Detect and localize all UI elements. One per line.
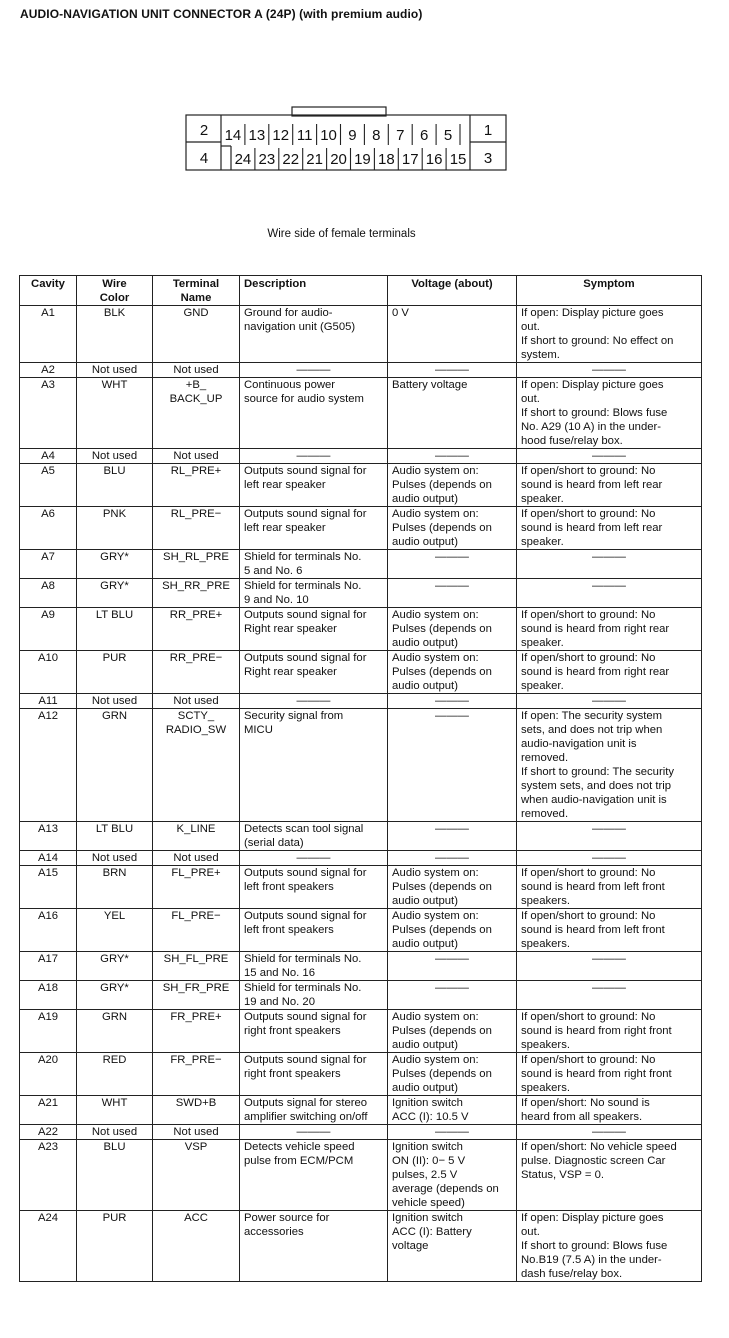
cell-cavity: A3 bbox=[20, 378, 77, 449]
pin-label-bottom: 17 bbox=[401, 151, 419, 168]
table-row bbox=[20, 550, 702, 579]
connector-caption: Wire side of female terminals bbox=[267, 228, 416, 240]
cell-terminal-name: Not used bbox=[153, 1125, 240, 1140]
cell-description: Outputs signal for stereo amplifier switching on/off bbox=[240, 1096, 388, 1125]
cell-voltage: Ignition switch ACC (I): 10.5 V bbox=[388, 1096, 517, 1125]
table-header-row bbox=[20, 276, 702, 306]
pin-label-top: 8 bbox=[372, 127, 381, 144]
cell-wire-color: GRN bbox=[77, 709, 153, 822]
cell-voltage: ——— bbox=[388, 550, 517, 579]
cell-wire-color: Not used bbox=[77, 851, 153, 866]
cell-voltage: Audio system on: Pulses (depends on audio output) bbox=[388, 1053, 517, 1096]
cell-terminal-name: K_LINE bbox=[153, 822, 240, 851]
cell-description: Ground for audio- navigation unit (G505) bbox=[240, 306, 388, 363]
header-terminal-name: Terminal Name bbox=[153, 276, 240, 306]
cell-cavity: A14 bbox=[20, 851, 77, 866]
cell-symptom: If open/short to ground: No sound is heard from left front speakers. bbox=[517, 909, 702, 952]
cell-description: ——— bbox=[240, 449, 388, 464]
table-row bbox=[20, 981, 702, 1010]
cell-cavity: A15 bbox=[20, 866, 77, 909]
cell-description: Outputs sound signal for left rear speaker bbox=[240, 507, 388, 550]
cell-wire-color: GRY* bbox=[77, 952, 153, 981]
table-row bbox=[20, 952, 702, 981]
pin-label-bottom: 22 bbox=[282, 151, 300, 168]
cell-description: Continuous power source for audio system bbox=[240, 378, 388, 449]
cell-voltage: ——— bbox=[388, 709, 517, 822]
cell-terminal-name: VSP bbox=[153, 1140, 240, 1211]
pin-label-top: 10 bbox=[320, 127, 337, 144]
pin-label-top: 7 bbox=[396, 127, 405, 144]
table-row bbox=[20, 909, 702, 952]
cell-symptom: ——— bbox=[517, 952, 702, 981]
cell-wire-color: GRY* bbox=[77, 981, 153, 1010]
table-row bbox=[20, 822, 702, 851]
cell-voltage: Audio system on: Pulses (depends on audio output) bbox=[388, 464, 517, 507]
pin-label-bottom: 21 bbox=[306, 151, 323, 168]
pin-label-bottom: 23 bbox=[258, 151, 276, 168]
cell-symptom: If open/short to ground: No sound is heard from left front speakers. bbox=[517, 866, 702, 909]
cell-terminal-name: FL_PRE+ bbox=[153, 866, 240, 909]
cell-wire-color: LT BLU bbox=[77, 608, 153, 651]
cell-description: Shield for terminals No. 5 and No. 6 bbox=[240, 550, 388, 579]
cell-description: ——— bbox=[240, 363, 388, 378]
cell-description: ——— bbox=[240, 851, 388, 866]
cell-voltage: Audio system on: Pulses (depends on audio output) bbox=[388, 651, 517, 694]
cell-wire-color: BRN bbox=[77, 866, 153, 909]
cell-wire-color: Not used bbox=[77, 1125, 153, 1140]
cell-cavity: A6 bbox=[20, 507, 77, 550]
cell-wire-color: GRY* bbox=[77, 550, 153, 579]
cell-description: Shield for terminals No. 15 and No. 16 bbox=[240, 952, 388, 981]
cell-cavity: A11 bbox=[20, 694, 77, 709]
cell-description: Outputs sound signal for left rear speaker bbox=[240, 464, 388, 507]
table-row bbox=[20, 608, 702, 651]
cell-symptom: ——— bbox=[517, 1125, 702, 1140]
cell-voltage: Audio system on: Pulses (depends on audio output) bbox=[388, 1010, 517, 1053]
table-row bbox=[20, 851, 702, 866]
cell-terminal-name: Not used bbox=[153, 694, 240, 709]
cell-wire-color: YEL bbox=[77, 909, 153, 952]
cell-symptom: If open: Display picture goes out. If short to ground: Blows fuse No. A29 (10 A) in the under- hood fuse/relay box. bbox=[517, 378, 702, 449]
cell-voltage: Ignition switch ACC (I): Battery voltage bbox=[388, 1211, 517, 1282]
cell-symptom: If open/short to ground: No sound is heard from left rear speaker. bbox=[517, 507, 702, 550]
cell-terminal-name: SH_FL_PRE bbox=[153, 952, 240, 981]
cell-symptom: If open/short: No sound is heard from all speakers. bbox=[517, 1096, 702, 1125]
cell-symptom: ——— bbox=[517, 822, 702, 851]
table-row bbox=[20, 1140, 702, 1211]
cell-symptom: ——— bbox=[517, 579, 702, 608]
cell-cavity: A17 bbox=[20, 952, 77, 981]
cell-wire-color: PUR bbox=[77, 651, 153, 694]
cell-symptom: ——— bbox=[517, 694, 702, 709]
cell-wire-color: RED bbox=[77, 1053, 153, 1096]
pin-label-right-bottom: 3 bbox=[483, 150, 493, 167]
cell-description: ——— bbox=[240, 694, 388, 709]
table-row bbox=[20, 709, 702, 822]
cell-voltage: ——— bbox=[388, 822, 517, 851]
cell-description: Power source for accessories bbox=[240, 1211, 388, 1282]
table-row bbox=[20, 464, 702, 507]
cell-description: Outputs sound signal for Right rear speaker bbox=[240, 651, 388, 694]
cell-cavity: A9 bbox=[20, 608, 77, 651]
cell-cavity: A5 bbox=[20, 464, 77, 507]
cell-terminal-name: FL_PRE− bbox=[153, 909, 240, 952]
cell-voltage: ——— bbox=[388, 1125, 517, 1140]
cell-description: Outputs sound signal for left front speakers bbox=[240, 866, 388, 909]
cell-description: Outputs sound signal for right front speakers bbox=[240, 1053, 388, 1096]
cell-terminal-name: Not used bbox=[153, 449, 240, 464]
header-cavity: Cavity bbox=[20, 276, 77, 306]
cell-voltage: ——— bbox=[388, 851, 517, 866]
pin-label-bottom: 20 bbox=[330, 151, 347, 168]
cell-voltage: ——— bbox=[388, 952, 517, 981]
header-wire-color: Wire Color bbox=[77, 276, 153, 306]
cell-description: Shield for terminals No. 9 and No. 10 bbox=[240, 579, 388, 608]
cell-voltage: ——— bbox=[388, 694, 517, 709]
cell-wire-color: BLK bbox=[77, 306, 153, 363]
cell-symptom: If open/short: No vehicle speed pulse. Diagnostic screen Car Status, VSP = 0. bbox=[517, 1140, 702, 1211]
connector-diagram bbox=[0, 0, 729, 180]
cell-wire-color: Not used bbox=[77, 449, 153, 464]
cell-wire-color: BLU bbox=[77, 464, 153, 507]
cell-cavity: A1 bbox=[20, 306, 77, 363]
table-row bbox=[20, 378, 702, 449]
cell-symptom: ——— bbox=[517, 363, 702, 378]
cell-voltage: ——— bbox=[388, 363, 517, 378]
header-description: Description bbox=[240, 276, 388, 306]
cell-description: Outputs sound signal for left front speakers bbox=[240, 909, 388, 952]
cell-symptom: ——— bbox=[517, 550, 702, 579]
pin-label-bottom: 16 bbox=[425, 151, 443, 168]
cell-wire-color: GRN bbox=[77, 1010, 153, 1053]
cell-voltage: Audio system on: Pulses (depends on audio output) bbox=[388, 866, 517, 909]
cell-voltage: ——— bbox=[388, 449, 517, 464]
pin-label-top: 12 bbox=[272, 127, 290, 144]
table-row bbox=[20, 507, 702, 550]
pin-label-bottom: 24 bbox=[234, 151, 252, 168]
table-row bbox=[20, 306, 702, 363]
cell-voltage: Battery voltage bbox=[388, 378, 517, 449]
cell-terminal-name: SCTY_ RADIO_SW bbox=[153, 709, 240, 822]
cell-terminal-name: RL_PRE+ bbox=[153, 464, 240, 507]
cell-symptom: If open/short to ground: No sound is heard from right front speakers. bbox=[517, 1053, 702, 1096]
cell-voltage: Audio system on: Pulses (depends on audio output) bbox=[388, 507, 517, 550]
cell-terminal-name: RR_PRE+ bbox=[153, 608, 240, 651]
table-row bbox=[20, 1125, 702, 1140]
table-row bbox=[20, 866, 702, 909]
cell-wire-color: BLU bbox=[77, 1140, 153, 1211]
cell-terminal-name: SWD+B bbox=[153, 1096, 240, 1125]
cell-symptom: ——— bbox=[517, 449, 702, 464]
cell-wire-color: LT BLU bbox=[77, 822, 153, 851]
cell-terminal-name: FR_PRE+ bbox=[153, 1010, 240, 1053]
pin-label-bottom: 15 bbox=[449, 151, 467, 168]
cell-symptom: If open/short to ground: No sound is heard from left rear speaker. bbox=[517, 464, 702, 507]
cell-cavity: A18 bbox=[20, 981, 77, 1010]
table-row bbox=[20, 1053, 702, 1096]
table-row bbox=[20, 1211, 702, 1282]
cell-cavity: A16 bbox=[20, 909, 77, 952]
cell-wire-color: PNK bbox=[77, 507, 153, 550]
cell-symptom: ——— bbox=[517, 851, 702, 866]
header-voltage: Voltage (about) bbox=[388, 276, 517, 306]
cell-terminal-name: ACC bbox=[153, 1211, 240, 1282]
cell-cavity: A12 bbox=[20, 709, 77, 822]
cell-cavity: A20 bbox=[20, 1053, 77, 1096]
cell-voltage: ——— bbox=[388, 981, 517, 1010]
pin-label-bottom: 18 bbox=[378, 151, 395, 168]
table-row bbox=[20, 694, 702, 709]
cell-symptom: If open/short to ground: No sound is heard from right front speakers. bbox=[517, 1010, 702, 1053]
cell-wire-color: Not used bbox=[77, 694, 153, 709]
cell-terminal-name: GND bbox=[153, 306, 240, 363]
pin-label-top: 9 bbox=[348, 127, 357, 144]
cell-cavity: A22 bbox=[20, 1125, 77, 1140]
cell-wire-color: WHT bbox=[77, 378, 153, 449]
cell-description: Detects scan tool signal (serial data) bbox=[240, 822, 388, 851]
pin-label-right-top: 1 bbox=[483, 122, 493, 139]
cell-cavity: A13 bbox=[20, 822, 77, 851]
cell-cavity: A19 bbox=[20, 1010, 77, 1053]
cell-voltage: Audio system on: Pulses (depends on audio output) bbox=[388, 608, 517, 651]
cell-cavity: A2 bbox=[20, 363, 77, 378]
cell-symptom: If open: Display picture goes out. If short to ground: No effect on system. bbox=[517, 306, 702, 363]
cell-voltage: Ignition switch ON (II): 0− 5 V pulses, 2.5 V average (depends on vehicle speed) bbox=[388, 1140, 517, 1211]
header-symptom: Symptom bbox=[517, 276, 702, 306]
table-row bbox=[20, 1010, 702, 1053]
cell-cavity: A21 bbox=[20, 1096, 77, 1125]
cell-wire-color: Not used bbox=[77, 363, 153, 378]
cell-voltage: ——— bbox=[388, 579, 517, 608]
table-row bbox=[20, 1096, 702, 1125]
pin-label-top: 6 bbox=[419, 127, 429, 144]
page-title: AUDIO-NAVIGATION UNIT CONNECTOR A (24P) (with premium audio) bbox=[20, 7, 423, 21]
pin-label-left-bottom: 4 bbox=[199, 150, 209, 167]
cell-terminal-name: Not used bbox=[153, 851, 240, 866]
cell-cavity: A7 bbox=[20, 550, 77, 579]
cell-voltage: 0 V bbox=[388, 306, 517, 363]
cell-symptom: ——— bbox=[517, 981, 702, 1010]
cell-terminal-name: SH_RL_PRE bbox=[153, 550, 240, 579]
cell-voltage: Audio system on: Pulses (depends on audio output) bbox=[388, 909, 517, 952]
cell-terminal-name: SH_FR_PRE bbox=[153, 981, 240, 1010]
cell-terminal-name: +B_ BACK_UP bbox=[153, 378, 240, 449]
pin-label-top: 11 bbox=[296, 127, 313, 144]
cell-wire-color: PUR bbox=[77, 1211, 153, 1282]
cell-symptom: If open: Display picture goes out. If short to ground: Blows fuse No.B19 (7.5 A) in the under- dash fuse/relay box. bbox=[517, 1211, 702, 1282]
wire-table bbox=[19, 275, 702, 1282]
table-row bbox=[20, 363, 702, 378]
cell-description: Security signal from MICU bbox=[240, 709, 388, 822]
cell-cavity: A8 bbox=[20, 579, 77, 608]
cell-terminal-name: RR_PRE− bbox=[153, 651, 240, 694]
cell-wire-color: WHT bbox=[77, 1096, 153, 1125]
cell-wire-color: GRY* bbox=[77, 579, 153, 608]
cell-cavity: A4 bbox=[20, 449, 77, 464]
cell-terminal-name: SH_RR_PRE bbox=[153, 579, 240, 608]
cell-description: Detects vehicle speed pulse from ECM/PCM bbox=[240, 1140, 388, 1211]
cell-cavity: A24 bbox=[20, 1211, 77, 1282]
cell-terminal-name: Not used bbox=[153, 363, 240, 378]
cell-symptom: If open: The security system sets, and does not trip when audio-navigation unit is removed. If short to ground: The security system sets, and does not trip when audio-navigation unit is removed. bbox=[517, 709, 702, 822]
cell-terminal-name: RL_PRE− bbox=[153, 507, 240, 550]
pin-label-top: 14 bbox=[224, 127, 242, 144]
table-row bbox=[20, 651, 702, 694]
cell-description: Outputs sound signal for right front speakers bbox=[240, 1010, 388, 1053]
cell-description: Outputs sound signal for Right rear speaker bbox=[240, 608, 388, 651]
table-row bbox=[20, 579, 702, 608]
pin-label-top: 5 bbox=[443, 127, 453, 144]
cell-symptom: If open/short to ground: No sound is heard from right rear speaker. bbox=[517, 608, 702, 651]
pin-label-top: 13 bbox=[248, 127, 266, 144]
cell-description: Shield for terminals No. 19 and No. 20 bbox=[240, 981, 388, 1010]
cell-description: ——— bbox=[240, 1125, 388, 1140]
cell-cavity: A23 bbox=[20, 1140, 77, 1211]
pin-label-left-top: 2 bbox=[199, 122, 209, 139]
table-row bbox=[20, 449, 702, 464]
cell-symptom: If open/short to ground: No sound is heard from right rear speaker. bbox=[517, 651, 702, 694]
pin-label-bottom: 19 bbox=[354, 151, 371, 168]
cell-cavity: A10 bbox=[20, 651, 77, 694]
cell-terminal-name: FR_PRE− bbox=[153, 1053, 240, 1096]
